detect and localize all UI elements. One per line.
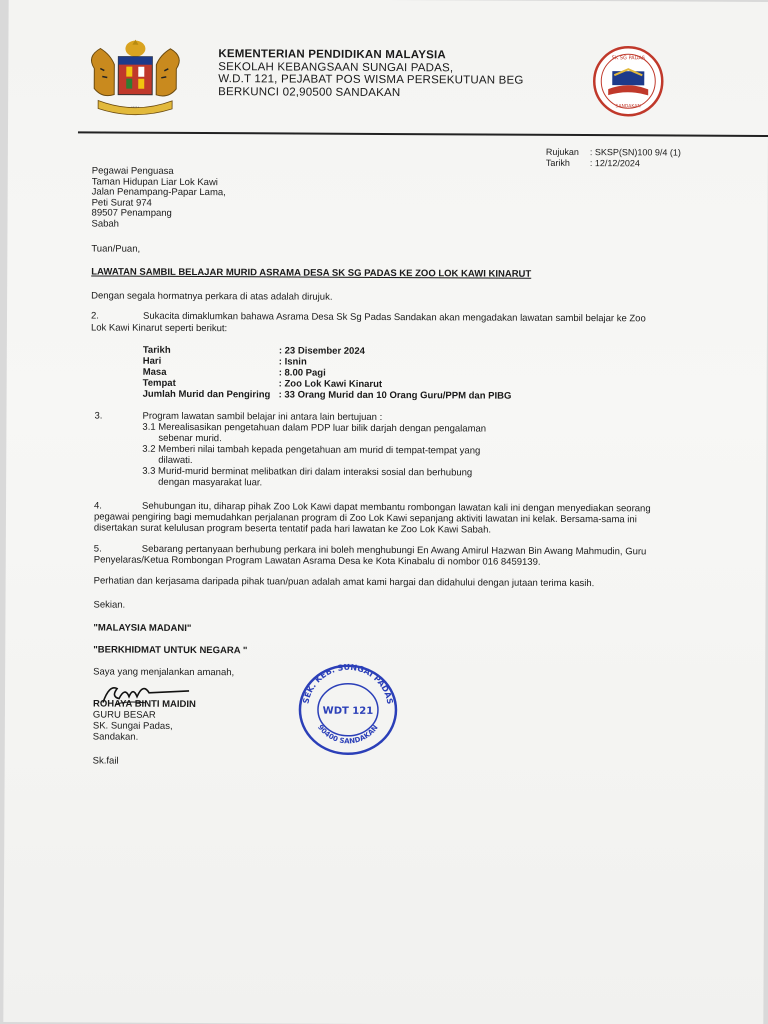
motto-madani: "MALAYSIA MADANI" <box>93 622 192 634</box>
school-logo <box>592 45 664 117</box>
date-value: : 12/12/2024 <box>589 157 640 168</box>
file-note: Sk.fail <box>92 755 119 767</box>
objective-item-cont: sebenar murid. <box>158 432 222 445</box>
header-divider <box>78 131 768 137</box>
recipient-line: Jalan Penampang-Papar Lama, <box>91 186 226 199</box>
signer-school: SK. Sungai Padas, <box>92 720 173 732</box>
para5-number: 5. <box>93 543 102 555</box>
para2-number: 2. <box>90 310 99 322</box>
motto-berkhidmat: "BERKHIDMAT UNTUK NEGARA " <box>93 644 248 657</box>
recipient-line: Peti Surat 974 <box>91 196 152 209</box>
school-name: SEKOLAH KEBANGSAAN SUNGAI PADAS, <box>218 60 454 74</box>
letter-page <box>3 0 768 1024</box>
ref-value: : SKSP(SN)100 9/4 (1) <box>589 147 681 158</box>
detail-value: : Isnin <box>278 356 307 368</box>
salutation: Tuan/Puan, <box>91 243 141 255</box>
stamp-bottom-text: 90400 SANDAKAN <box>316 723 380 746</box>
para4-number: 4. <box>93 500 102 512</box>
objective-item: 3.2 Memberi nilai tambah kepada pengetahuan am murid di tempat-tempat yang <box>142 443 481 457</box>
official-school-stamp <box>295 660 402 757</box>
para4-line2: pegawai pengiring bagi memudahkan perjalanan program di Zoo Lok Kawi sepanjang aktiviti lawatan ini kelak. Bersama-sama ini <box>93 511 637 526</box>
coat-of-arms-logo <box>80 38 190 121</box>
para4-line3: disertakan surat kelulusan program beserta tentatif pada hari lawatan ke Zoo Lok Kawi Sabah. <box>93 522 492 536</box>
signer-name: ROHAYA BINTI MAIDIN <box>92 698 196 711</box>
svg-text:·····: ····· <box>131 104 140 111</box>
signer-town: Sandakan. <box>92 731 139 743</box>
ministry-name: KEMENTERIAN PENDIDIKAN MALAYSIA <box>218 48 446 62</box>
detail-label: Tempat <box>142 377 176 389</box>
letterhead <box>218 48 524 100</box>
closing-thanks: Perhatian dan kerjasama daripada pihak tuan/puan adalah amat kami hargai dan didahului dengan jutaan terima kasih. <box>93 575 595 590</box>
para5-line1: Sebarang pertanyaan berhubung perkara ini boleh menghubungi En Awang Amirul Hazwan Bin Awang Mahmudin, Guru <box>141 543 647 558</box>
detail-value: : 8.00 Pagi <box>278 367 326 379</box>
para2-line2: Lok Kawi Kinarut seperti berikut: <box>90 322 228 335</box>
objective-item: 3.3 Murid-murid berminat melibatkan diri dalam interaksi sosial dan berhubung <box>142 465 473 479</box>
signer-title: GURU BESAR <box>92 709 156 721</box>
recipient-line: Sabah <box>91 217 120 230</box>
school-logo-bottom-text: SANDAKAN <box>615 104 641 110</box>
visit-details <box>143 345 512 402</box>
para2-line1: Sukacita dimaklumkan bahawa Asrama Desa Sk Sg Padas Sandakan akan mengadakan lawatan sambil belajar ke Zoo <box>142 310 646 325</box>
detail-value: : Zoo Lok Kawi Kinarut <box>278 378 383 390</box>
detail-label: Hari <box>142 355 162 367</box>
recipient-line: 89507 Penampang <box>91 207 172 219</box>
reference-block <box>546 147 681 169</box>
subject-line: LAWATAN SAMBIL BELAJAR MURID ASRAMA DESA SK SG PADAS KE ZOO LOK KAWI KINARUT <box>91 266 532 280</box>
para4-line1: Sehubungan itu, diharap pihak Zoo Lok Kawi dapat membantu rombongan lawatan kali ini dengan menyediakan seorang <box>141 500 651 515</box>
school-logo-top-text: SK SG PADAS <box>611 55 645 62</box>
detail-value: : 33 Orang Murid dan 10 Orang Guru/PPM dan PIBG <box>278 389 512 402</box>
detail-value: : 23 Disember 2024 <box>278 345 365 357</box>
detail-row-participants <box>143 389 512 402</box>
stamp-ring-text: SEK. KEB. SUNGAI PADAS <box>301 662 395 705</box>
recipient-line: Taman Hidupan Liar Lok Kawi <box>91 175 218 188</box>
signoff-line: Saya yang menjalankan amanah, <box>93 666 235 679</box>
recipient-address <box>91 166 225 230</box>
para3-intro: Program lawatan sambil belajar ini antara lain bertujuan : <box>142 410 383 423</box>
detail-label: Jumlah Murid dan Pengiring <box>142 388 271 401</box>
ref-label: Rujukan <box>545 146 579 158</box>
para5-line2: Penyelaras/Ketua Rombongan Program Lawatan Asrama Desa ke Kota Kinabalu di nombor 016 8459139. <box>93 554 541 568</box>
detail-label: Masa <box>142 366 167 378</box>
objective-item-cont: dengan masyarakat luar. <box>158 476 263 489</box>
school-address-line1: W.D.T 121, PEJABAT POS WISMA PERSEKUTUAN BEG <box>218 73 524 87</box>
objective-item: 3.1 Merealisasikan pengetahuan dalam PDP luar bilik darjah dengan pengalaman <box>142 421 487 435</box>
objective-item-cont: dilawati. <box>158 454 193 466</box>
stamp-center-text: WDT 121 <box>322 705 374 717</box>
sekian: Sekian. <box>93 599 126 611</box>
recipient-line: Pegawai Penguasa <box>91 165 174 177</box>
para3-number: 3. <box>94 410 103 422</box>
school-address-line2: BERKUNCI 02,90500 SANDAKAN <box>218 85 401 99</box>
opening-line: Dengan segala hormatnya perkara di atas adalah dirujuk. <box>91 290 333 303</box>
detail-label: Tarikh <box>142 344 171 356</box>
objectives-list <box>142 422 486 490</box>
date-label: Tarikh <box>545 157 570 168</box>
